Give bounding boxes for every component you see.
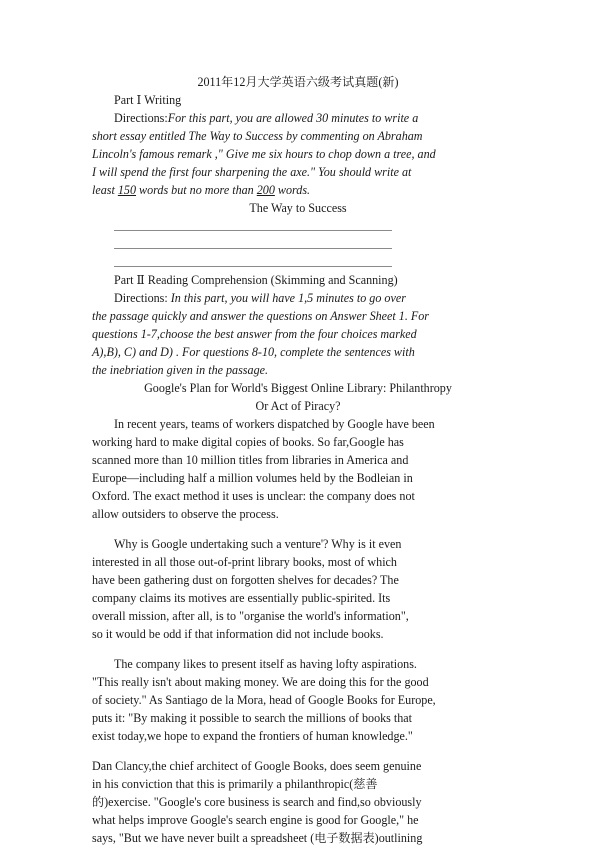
text-line: exist today,we hope to expand the frontiers of human knowledge." — [92, 729, 413, 743]
part2-heading: Part Ⅱ Reading Comprehension (Skimming and Scanning) — [114, 273, 398, 287]
answer-line[interactable] — [114, 253, 392, 271]
directions-text: For this part, you are allowed 30 minutes to write a — [167, 111, 419, 125]
essay-title: The Way to Success — [249, 201, 347, 215]
min-words: 150 — [117, 183, 137, 197]
answer-line[interactable] — [114, 217, 392, 235]
text-line: says, "But we have never built a spreadsheet (电子数据表)outlining — [92, 831, 423, 845]
part2-directions-line: A),B), C) and D) . For questions 8-10, complete the sentences with — [92, 345, 415, 359]
part1-heading: Part Ⅰ Writing — [114, 93, 182, 107]
text-line: company claims its motives are essentially public-spirited. Its — [92, 591, 391, 605]
text-line: Dan Clancy,the chief architect of Google Books, does seem genuine — [92, 759, 422, 773]
text-line: allow outsiders to observe the process. — [92, 507, 279, 521]
part1-directions-line — [92, 109, 504, 127]
part1-directions-line: short essay entitled The Way to Success by commenting on Abraham — [92, 129, 423, 143]
directions-label: Directions: — [114, 111, 168, 125]
text-line: of society." As Santiago de la Mora, head of Google Books for Europe, — [92, 693, 436, 707]
text-line: "This really isn't about making money. We are doing this for the good — [92, 675, 429, 689]
part1-directions-line: least 150 words but no more than 200 words. — [92, 183, 311, 197]
text-line: what helps improve Google's search engine is good for Google," he — [92, 813, 419, 827]
part1-directions-line: Lincoln's famous remark ," Give me six hours to chop down a tree, and — [92, 147, 436, 161]
article-title: Or Act of Piracy? — [255, 399, 341, 413]
part2-directions-line: questions 1-7,choose the best answer from the four choices marked — [92, 327, 417, 341]
text-line: in his conviction that this is primarily a philanthropic(慈善 — [92, 777, 378, 791]
part1-directions-line: I will spend the first four sharpening the axe." You should write at — [92, 165, 412, 179]
text-line: 的)exercise. "Google's core business is search and find,so obviously — [92, 795, 422, 809]
exam-page — [92, 73, 504, 847]
text-line: overall mission, after all, is to "organise the world's information", — [92, 609, 409, 623]
text-line: Why is Google undertaking such a venture'? Why is it even — [114, 537, 402, 551]
paragraph-4 — [92, 757, 504, 847]
part2-directions-line: the inebriation given in the passage. — [92, 363, 269, 377]
text-line: scanned more than 10 million titles from libraries in America and — [92, 453, 409, 467]
text-line: The company likes to present itself as having lofty aspirations. — [114, 657, 417, 671]
directions-label: Directions: — [114, 291, 171, 305]
max-words: 200 — [256, 183, 275, 197]
text-line: Europe—including half a million volumes held by the Bodleian in — [92, 471, 413, 485]
text-line: have been gathering dust on forgotten shelves for decades? The — [92, 573, 399, 587]
part2-directions-line: the passage quickly and answer the questions on Answer Sheet 1. For — [92, 309, 430, 323]
paragraph-2 — [92, 535, 504, 643]
paragraph-3 — [92, 655, 504, 745]
article-title: Google's Plan for World's Biggest Online Library: Philanthropy — [144, 381, 452, 395]
exam-title: 2011年12月大学英语六级考试真题(新) — [197, 75, 399, 89]
text-line: Oxford. The exact method it uses is unclear: the company does not — [92, 489, 415, 503]
text-line: puts it: "By making it possible to search the millions of books that — [92, 711, 413, 725]
text-line: In recent years, teams of workers dispatched by Google have been — [114, 417, 435, 431]
text-line: so it would be odd if that information did not include books. — [92, 627, 384, 641]
part2-directions-line: Directions: In this part, you will have 1,5 minutes to go over — [114, 291, 406, 305]
text-line: interested in all those out-of-print library books, most of which — [92, 555, 397, 569]
paragraph-1 — [92, 415, 504, 523]
text-line: working hard to make digital copies of books. So far,Google has — [92, 435, 404, 449]
answer-line[interactable] — [114, 235, 392, 253]
